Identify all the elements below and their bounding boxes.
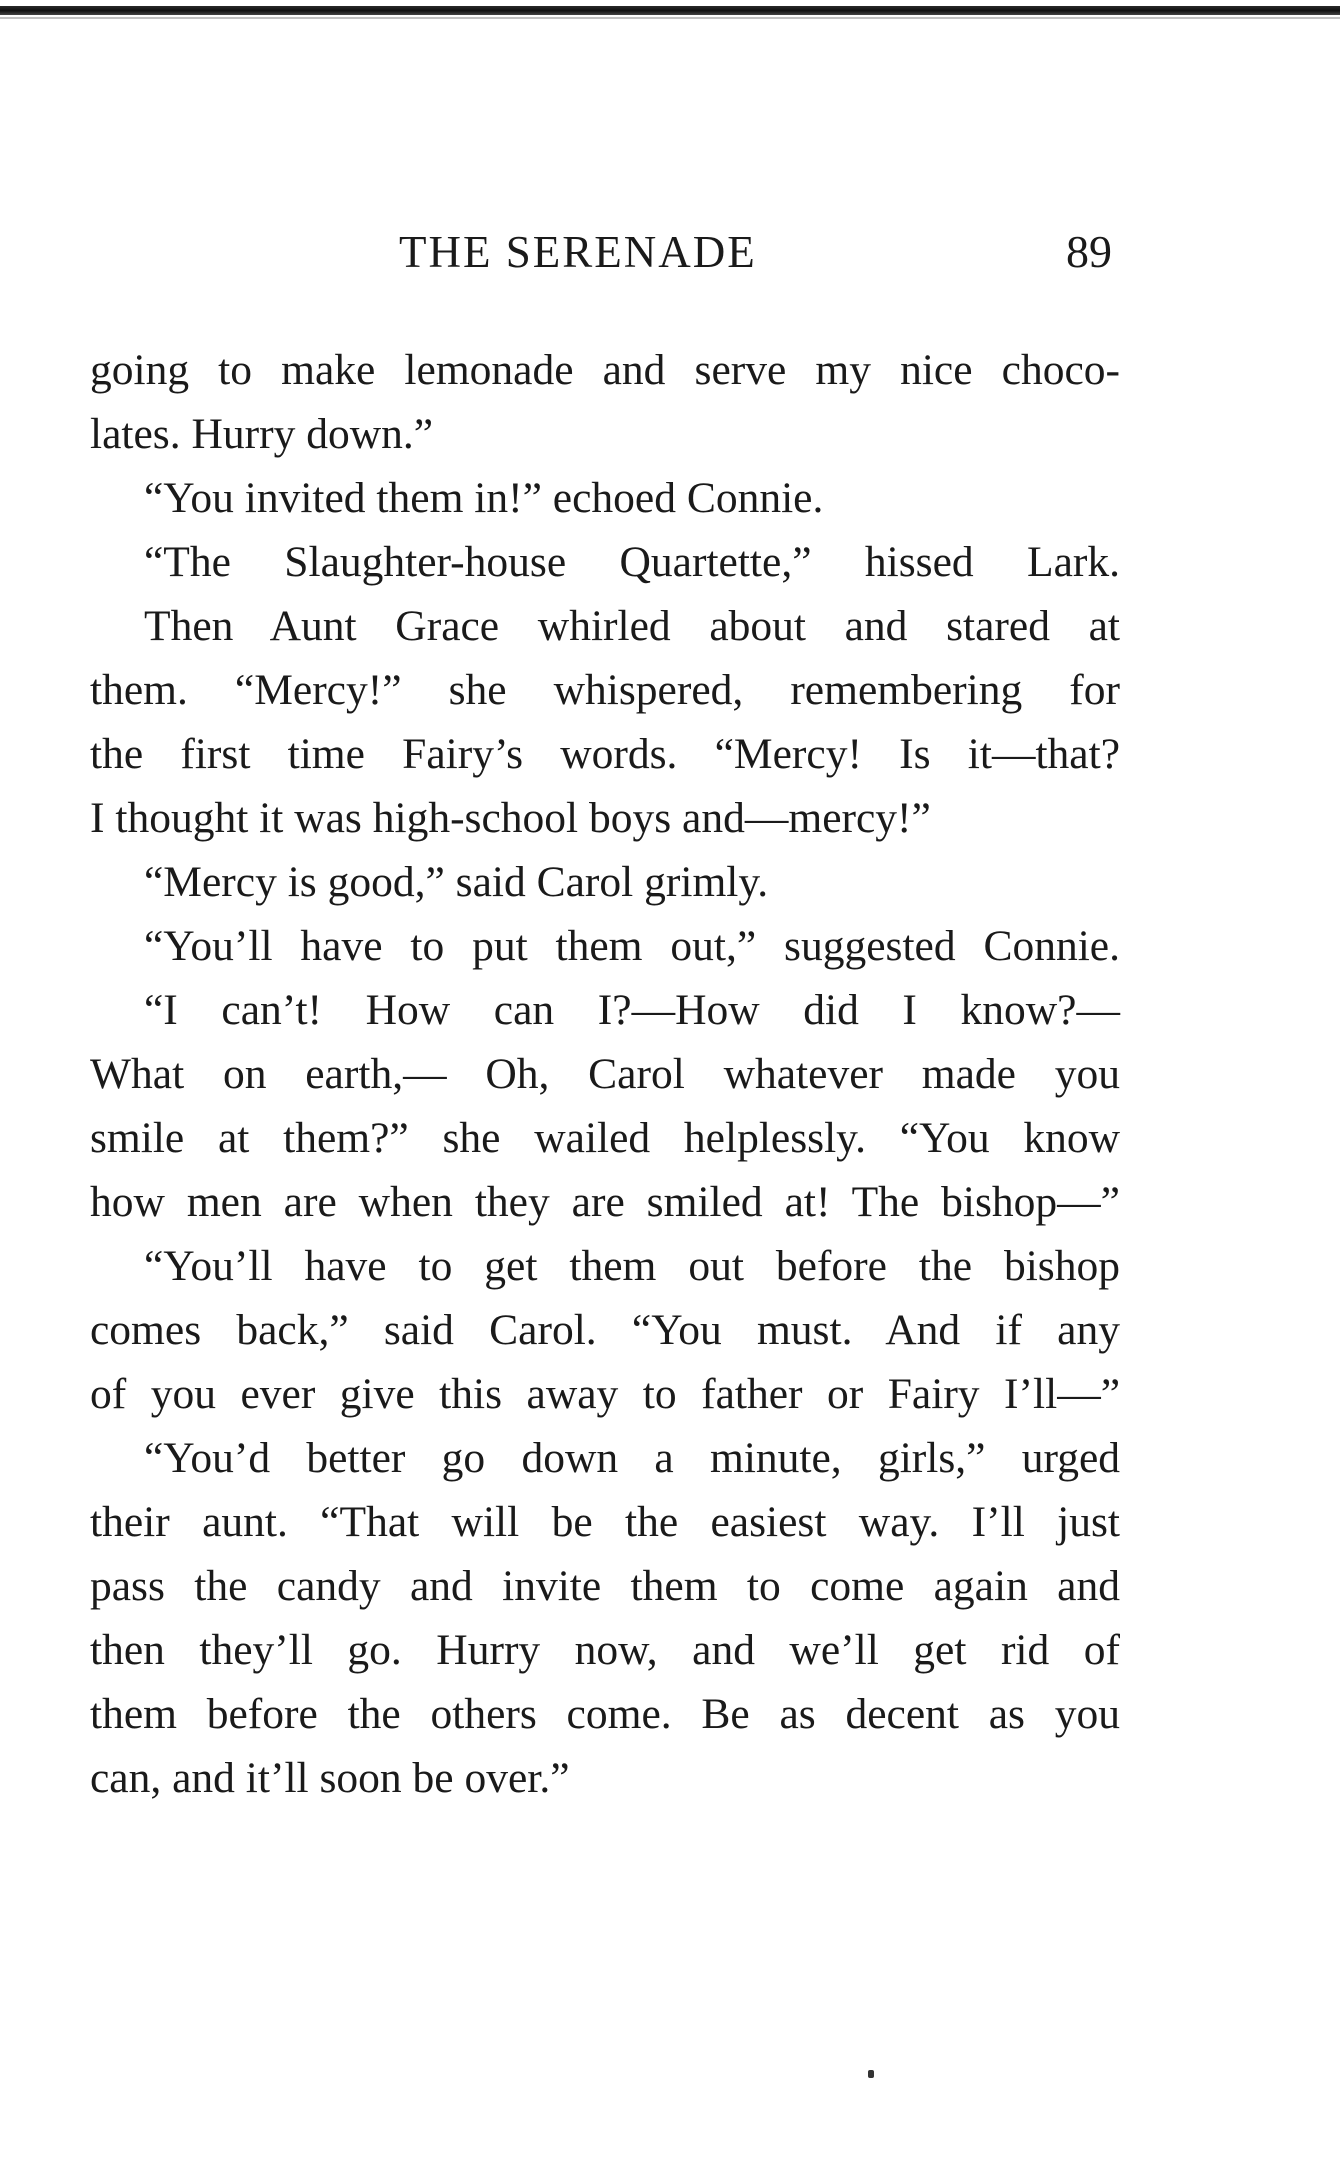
text-line: their aunt. “That will be the easiest way. I’ll just [90,1498,1120,1546]
text-line: “Mercy is good,” said Carol grimly. [144,858,769,906]
text-line: lates. Hurry down.” [90,410,434,458]
ink-speck [868,2070,874,2078]
text-line: going to make lemonade and serve my nice choco- [90,346,1120,394]
top-scan-edge-shadow [0,17,1340,19]
text-line: “I can’t! How can I?—How did I know?— [144,986,1120,1034]
text-line: What on earth,— Oh, Carol whatever made you [90,1050,1120,1098]
text-line: them. “Mercy!” she whispered, remembering for [90,666,1120,714]
text-line: “The Slaughter-house Quartette,” hissed Lark. [144,538,1120,586]
text-line: can, and it’ll soon be over.” [90,1754,570,1802]
text-line: smile at them?” she wailed helplessly. “You know [90,1114,1120,1162]
text-line: how men are when they are smiled at! The bishop—” [90,1178,1120,1226]
text-line: pass the candy and invite them to come again and [90,1562,1120,1610]
top-scan-edge [0,6,1340,15]
text-line: “You’ll have to get them out before the bishop [144,1242,1120,1290]
running-title: THE SERENADE [399,227,757,277]
text-line: I thought it was high-school boys and—mercy!” [90,794,931,842]
text-line: Then Aunt Grace whirled about and stared at [144,602,1120,650]
text-line: “You invited them in!” echoed Connie. [144,474,824,522]
text-line: “You’d better go down a minute, girls,” urged [144,1434,1120,1482]
text-line: comes back,” said Carol. “You must. And if any [90,1306,1120,1354]
text-line: “You’ll have to put them out,” suggested Connie. [144,922,1120,970]
body-text [90,338,1120,1810]
text-line: the first time Fairy’s words. “Mercy! Is it—that? [90,730,1120,778]
text-line: then they’ll go. Hurry now, and we’ll get rid of [90,1626,1120,1674]
running-head [86,222,1126,282]
text-line: them before the others come. Be as decent as you [90,1690,1120,1738]
text-line: of you ever give this away to father or Fairy I’ll—” [90,1370,1120,1418]
page-number: 89 [1066,226,1112,277]
